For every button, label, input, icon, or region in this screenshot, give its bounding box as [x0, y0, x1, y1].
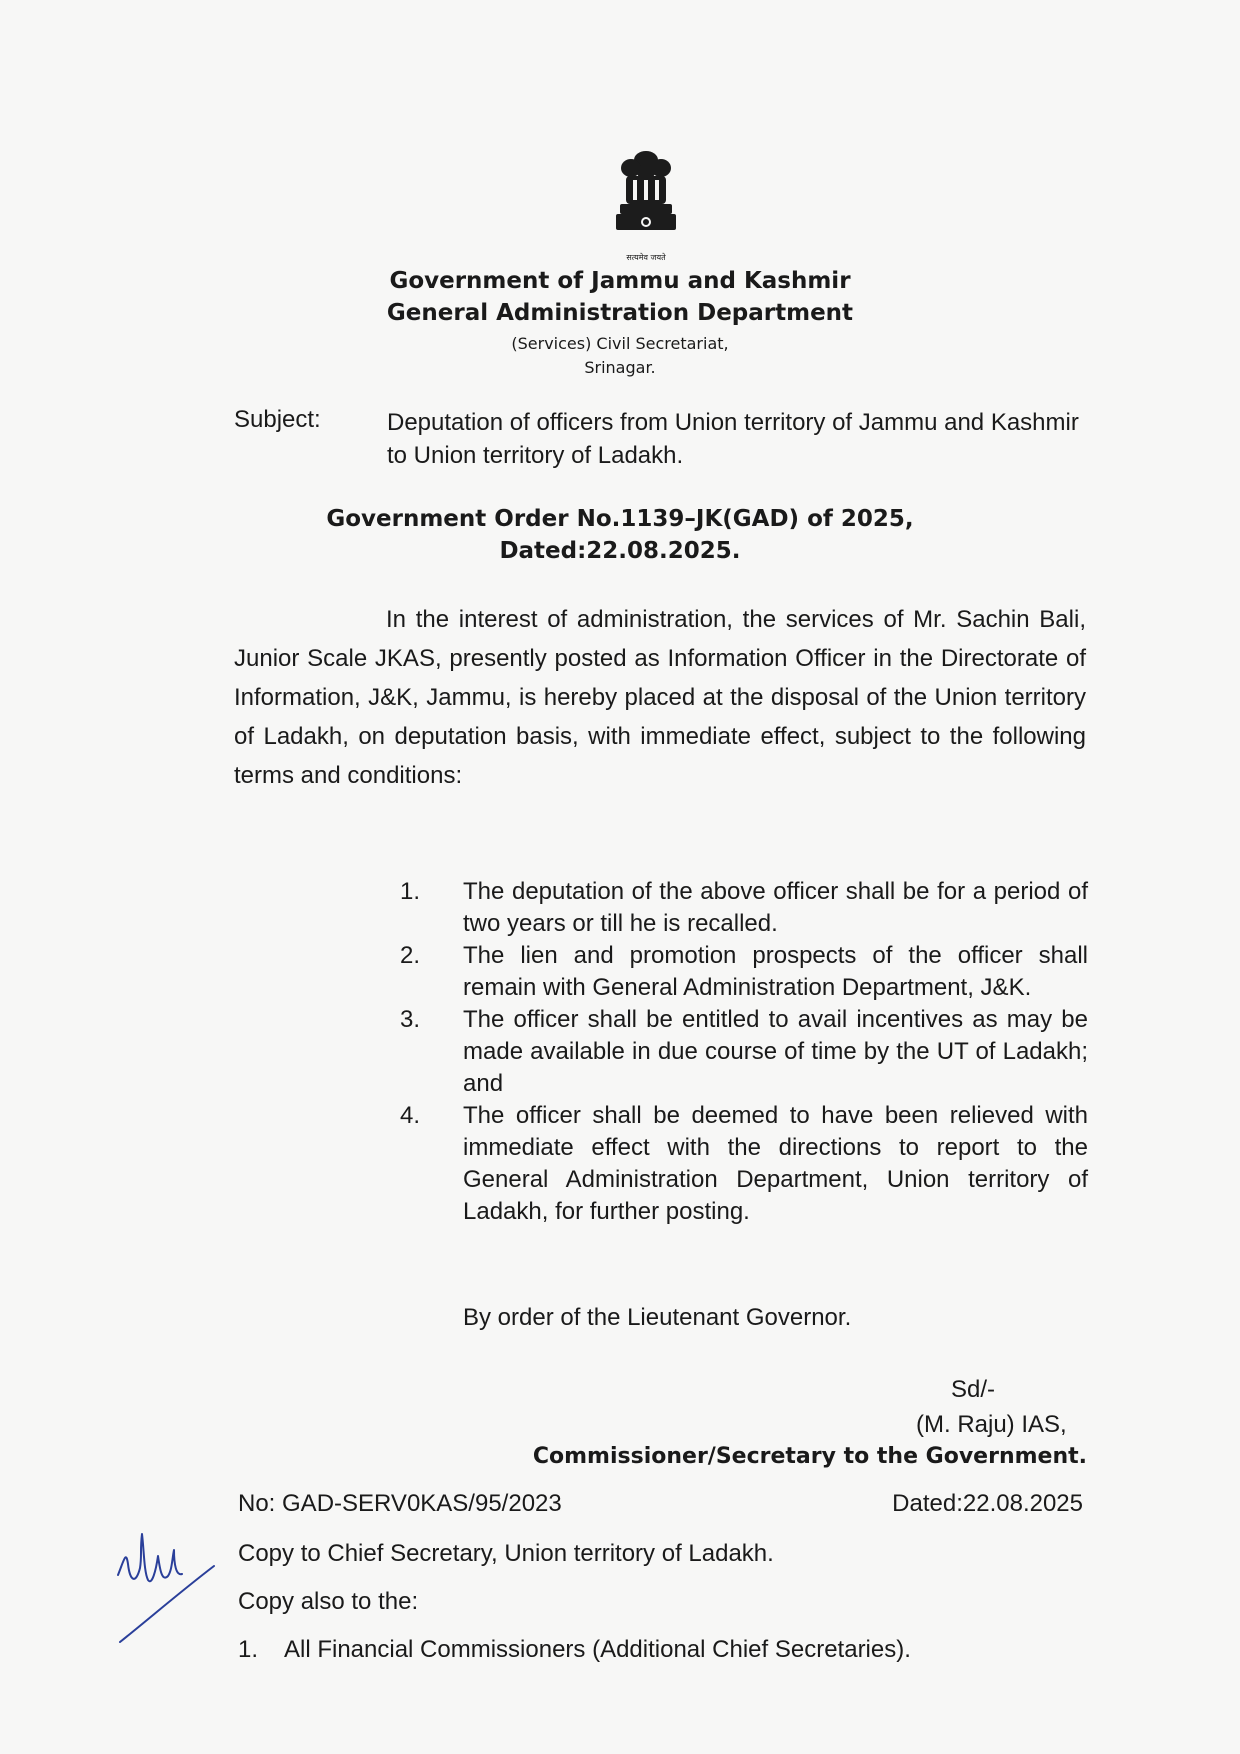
term-text: The officer shall be entitled to avail incentives as may be made available in due course of time by the UT of Ladakh; and: [463, 1006, 1088, 1097]
term-number: 4.: [400, 1102, 421, 1129]
term-item: [400, 1100, 1088, 1228]
term-text: The lien and promotion prospects of the officer shall remain with General Administration Department, J&K.: [463, 942, 1088, 1001]
order-date: Dated:22.08.2025.: [499, 538, 741, 564]
copy-item-text: All Financial Commissioners (Additional Chief Secretaries).: [284, 1636, 911, 1663]
copy-item-number: 1.: [238, 1636, 259, 1663]
copy-also-line: Copy also to the:: [238, 1588, 419, 1615]
emblem-motto: सत्यमेव जयते: [626, 253, 666, 262]
term-number: 2.: [400, 942, 421, 969]
signature-sd: Sd/-: [951, 1376, 996, 1403]
order-body: In the interest of administration, the services of Mr. Sachin Bali, Junior Scale JKAS, presently posted as Information Officer in the Directorate of Information, J&K, Jammu, is hereby placed at the disposal of the Union territory of Ladakh, on deputation basis, with immediate effect, subject to the following terms and conditions:: [234, 606, 1086, 789]
signatory-designation: Commissioner/Secretary to the Government.: [532, 1444, 1087, 1469]
office-line: (Services) Civil Secretariat,: [511, 334, 729, 353]
term-item: [400, 1004, 1088, 1100]
handwritten-initials: [110, 1520, 220, 1650]
term-number: 3.: [400, 1006, 421, 1033]
subject-label: Subject:: [234, 406, 321, 433]
term-item: [400, 876, 1088, 940]
national-emblem-icon: [606, 150, 686, 250]
city-line: Srinagar.: [584, 358, 656, 377]
signatory-name: (M. Raju) IAS,: [916, 1411, 1067, 1438]
department-title: General Administration Department: [386, 300, 854, 326]
term-number: 1.: [400, 878, 421, 905]
term-item: [400, 940, 1088, 1004]
subject-text: Deputation of officers from Union territory of Jammu and Kashmir to Union territory of Ladakh.: [387, 409, 1079, 469]
terms-list: [400, 876, 1088, 1228]
copy-to-line: Copy to Chief Secretary, Union territory of Ladakh.: [238, 1540, 774, 1567]
term-text: The deputation of the above officer shall be for a period of two years or till he is recalled.: [463, 878, 1088, 937]
government-title: Government of Jammu and Kashmir: [389, 268, 851, 294]
copy-list-item: [238, 1636, 911, 1664]
by-order-line: By order of the Lieutenant Governor.: [463, 1304, 852, 1331]
term-text: The officer shall be deemed to have been relieved with immediate effect with the directions to report to the General Administration Department, Union territory of Ladakh, for further posting.: [463, 1102, 1088, 1225]
order-number: Government Order No.1139–JK(GAD) of 2025,: [326, 506, 914, 532]
reference-number: No: GAD-SERV0KAS/95/2023: [238, 1490, 562, 1517]
reference-date: Dated:22.08.2025: [892, 1490, 1083, 1517]
